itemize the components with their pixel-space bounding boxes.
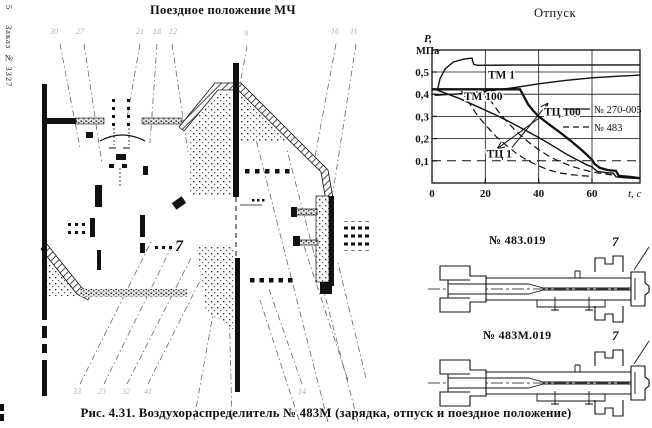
svg-text:0,3: 0,3 [415,111,429,124]
callout-number: 21 [136,27,144,36]
callout-number: 11 [350,27,358,36]
callout-number: 32 [122,387,130,396]
chart-ylabel-mpa: МПа [416,46,440,57]
svg-text:№ 270-005: № 270-005 [594,105,642,116]
print-order-label: Заказ № 3327 [4,25,14,88]
svg-text:0,5: 0,5 [415,67,429,79]
callout-number: 18 [153,27,161,36]
figure-caption: Рис. 4.31. Воздухораспределитель № 483М (зарядка, отпуск и поездное положение) [80,406,572,420]
main-technical-drawing [41,44,371,422]
svg-text:0,4: 0,4 [415,89,429,102]
svg-text:60: 60 [586,188,598,200]
callout-number: 33 [73,387,81,396]
dash-block [344,221,371,251]
svg-text:0: 0 [429,188,435,200]
part-drawing-callout: 7 [612,328,619,343]
part-drawing-callout: 7 [612,234,619,249]
svg-text:0,1: 0,1 [415,155,429,168]
right-flange [291,196,371,294]
spring-columns [112,99,130,126]
svg-text:20: 20 [479,188,491,200]
svg-text:0,2: 0,2 [415,133,429,146]
release-pressure-chart [400,28,652,206]
gasket-band [80,289,187,297]
main-drawing-title: Поездное положение МЧ [150,3,296,17]
chart-title: Отпуск [533,6,577,20]
svg-text:ТМ 100: ТМ 100 [464,90,503,103]
callout-number: 9 [244,29,248,38]
svg-text:40: 40 [533,188,545,200]
callout-number: 14 [298,387,306,396]
callout-number: 23 [98,387,106,396]
svg-text:№ 483: № 483 [594,123,623,134]
callout-number: 41 [144,387,152,396]
svg-text:ТЦ 100: ТЦ 100 [544,106,581,119]
part-7-label: 7 [175,238,183,255]
svg-text:ТМ 1: ТМ 1 [488,69,516,82]
part-drawing-label: № 483.019 [489,233,546,247]
part-drawing-483m-019 [428,341,652,416]
valve-elements [86,132,186,270]
part-drawing-483-019 [428,247,652,322]
callout-number: 27 [76,27,84,36]
part-drawing-label: № 483М.019 [483,328,552,342]
callout-number: 16 [331,27,339,36]
print-order-number: 5 [4,5,14,11]
chart-ylabel-p: P, [424,33,433,45]
svg-text:ТЦ 1: ТЦ 1 [486,148,512,161]
callout-number: 30 [50,27,58,36]
diaphragm-assembly [100,128,145,188]
callout-number: 12 [169,27,177,36]
svg-text:t, c: t, c [628,188,642,200]
